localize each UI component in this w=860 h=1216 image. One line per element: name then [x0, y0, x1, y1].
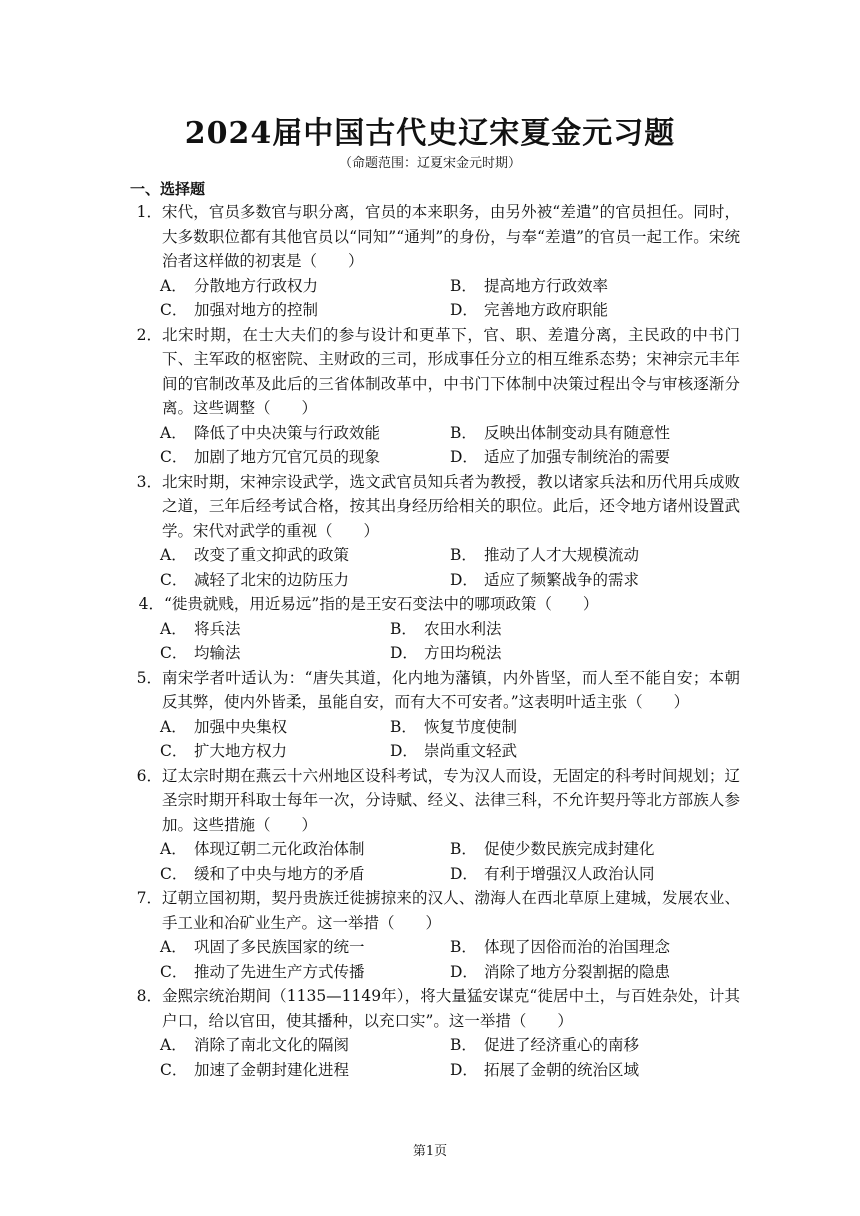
answer-option[interactable] [160, 445, 450, 470]
option-letter: C． [160, 644, 188, 662]
option-letter: A． [160, 276, 187, 295]
option-text: 完善地方政府职能 [484, 301, 609, 319]
option-letter: B． [450, 276, 477, 295]
answer-option[interactable] [450, 568, 740, 593]
option-text: 加强对地方的控制 [194, 301, 319, 319]
question-number: 7． [136, 889, 162, 907]
question-number: 1． [136, 203, 162, 221]
question-number: 6． [136, 766, 162, 785]
answer-option[interactable] [160, 568, 450, 593]
question-list [130, 200, 740, 1082]
option-letter: C． [160, 1060, 188, 1079]
answer-option[interactable] [390, 641, 620, 666]
question-stem [130, 984, 740, 1033]
answer-option[interactable] [450, 862, 740, 887]
option-letter: C． [160, 864, 188, 883]
answer-option[interactable] [450, 274, 740, 299]
page-title: 2024届中国古代史辽宋夏金元习题 [184, 116, 676, 151]
answer-option[interactable] [160, 960, 450, 985]
answer-option[interactable] [390, 739, 620, 764]
option-text: 均输法 [194, 644, 241, 662]
answer-option[interactable] [160, 274, 450, 299]
option-letter: A． [160, 1036, 187, 1054]
question-stem [130, 592, 740, 617]
answer-option[interactable] [160, 543, 450, 568]
answer-option[interactable] [450, 837, 740, 862]
option-letter: A． [160, 938, 187, 956]
option-letter: D． [390, 742, 418, 760]
option-letter: D． [450, 448, 478, 466]
option-text: 消除了地方分裂割据的隐患 [484, 962, 671, 981]
option-letter: D． [450, 962, 478, 981]
option-text: 适应了频繁战争的需求 [484, 570, 640, 589]
question-item [130, 764, 740, 887]
question-text: 宋代，官员多数官与职分离，官员的本来职务，由另外被“差遣”的官员担任。同时，大多数职位都有其他官员以“同知”“通判”的身份，与奉“差遣”的官员一起工作。宋统治者这样做的初衷是（ ） [162, 203, 740, 270]
option-row [130, 617, 740, 642]
option-text: 提高地方行政效率 [484, 276, 609, 295]
option-letter: C． [160, 742, 188, 760]
question-item [130, 592, 740, 666]
option-text: 降低了中央决策与行政效能 [194, 423, 381, 442]
option-text: 恢复节度使制 [424, 717, 518, 736]
option-text: 加强中央集权 [194, 717, 288, 736]
option-text: 方田均税法 [424, 644, 502, 662]
option-letter: A． [160, 546, 187, 564]
question-number: 4． [138, 595, 164, 613]
answer-option[interactable] [160, 739, 390, 764]
option-letter: A． [160, 619, 187, 638]
question-stem [130, 323, 740, 421]
option-text: 拓展了金朝的统治区域 [484, 1060, 640, 1079]
option-letter: B． [390, 619, 417, 638]
option-text: 反映出体制变动具有随意性 [484, 423, 671, 442]
option-letter: D． [450, 301, 478, 319]
option-text: 崇尚重文轻武 [424, 742, 518, 760]
option-row [130, 543, 740, 568]
option-row [130, 421, 740, 446]
answer-option[interactable] [390, 715, 620, 740]
option-letter: B． [450, 546, 477, 564]
answer-option[interactable] [390, 617, 620, 642]
question-item [130, 200, 740, 323]
question-text: 南宋学者叶适认为：“唐失其道，化内地为藩镇，内外皆坚，而人至不能自安；本朝反其弊，使内外皆柔，虽能自安，而有大不可安者。”这表明叶适主张（ ） [162, 668, 740, 711]
option-text: 促进了经济重心的南移 [484, 1036, 640, 1054]
option-row [130, 568, 740, 593]
answer-option[interactable] [450, 1058, 740, 1083]
page-number: 第1页 [412, 1144, 448, 1159]
option-text: 缓和了中央与地方的矛盾 [194, 864, 365, 883]
option-text: 巩固了多民族国家的统一 [194, 938, 365, 956]
option-row [130, 298, 740, 323]
option-text: 加剧了地方冗官冗员的现象 [194, 448, 381, 466]
question-stem [130, 470, 740, 544]
option-letter: C． [160, 448, 188, 466]
option-text: 改变了重文抑武的政策 [194, 546, 350, 564]
question-text: 辽太宗时期在燕云十六州地区设科考试，专为汉人而设，无固定的科考时间规划；辽圣宗时期开科取士每年一次，分诗赋、经义、法律三科，不允许契丹等北方部族人参加。这些措施（ ） [162, 766, 740, 834]
option-row [130, 445, 740, 470]
question-stem [130, 200, 740, 274]
question-item [130, 984, 740, 1082]
answer-option[interactable] [160, 862, 450, 887]
question-number: 5． [136, 668, 162, 687]
option-text: 农田水利法 [424, 619, 502, 638]
option-text: 适应了加强专制统治的需要 [484, 448, 671, 466]
option-row [130, 641, 740, 666]
option-text: 加速了金朝封建化进程 [194, 1060, 350, 1079]
option-letter: A． [160, 840, 187, 858]
option-letter: C． [160, 962, 188, 981]
section-heading: 一、选择题 [130, 180, 206, 198]
option-text: 有利于增强汉人政治认同 [484, 864, 655, 883]
option-text: 分散地方行政权力 [194, 276, 319, 295]
answer-option[interactable] [160, 837, 450, 862]
option-letter: C． [160, 301, 188, 319]
option-row [130, 1058, 740, 1083]
question-item [130, 470, 740, 593]
question-item [130, 886, 740, 984]
answer-option[interactable] [160, 1058, 450, 1083]
question-item [130, 323, 740, 470]
option-text: 体现了因俗而治的治国理念 [484, 938, 671, 956]
answer-option[interactable] [450, 960, 740, 985]
answer-option[interactable] [450, 543, 740, 568]
option-letter: B． [450, 423, 477, 442]
answer-option[interactable] [450, 935, 740, 960]
option-row [130, 862, 740, 887]
question-item [130, 666, 740, 764]
option-letter: D． [450, 864, 478, 883]
option-letter: C． [160, 570, 188, 589]
option-letter: B． [390, 717, 417, 736]
option-row [130, 960, 740, 985]
answer-option[interactable] [450, 1033, 740, 1058]
option-letter: D． [450, 1060, 478, 1079]
option-letter: D． [450, 570, 478, 589]
option-letter: A． [160, 423, 187, 442]
option-row [130, 274, 740, 299]
option-text: 促使少数民族完成封建化 [484, 840, 655, 858]
answer-option[interactable] [160, 298, 450, 323]
answer-option[interactable] [160, 617, 390, 642]
question-text: 辽朝立国初期，契丹贵族迁徙掳掠来的汉人、渤海人在西北草原上建城，发展农业、手工业和冶矿业生产。这一举措（ ） [162, 889, 740, 932]
answer-option[interactable] [160, 715, 390, 740]
option-text: 推动了人才大规模流动 [484, 546, 640, 564]
answer-option[interactable] [450, 445, 740, 470]
question-stem [130, 666, 740, 715]
page-subtitle: （命题范围：辽夏宋金元时期） [338, 156, 521, 171]
option-row [130, 1033, 740, 1058]
option-row [130, 739, 740, 764]
option-row [130, 935, 740, 960]
question-number: 8． [136, 987, 162, 1005]
option-text: 扩大地方权力 [194, 742, 288, 760]
question-stem [130, 764, 740, 838]
question-stem [130, 886, 740, 935]
question-text: 北宋时期，在士大夫们的参与设计和更革下，官、职、差遣分离，主民政的中书门下、主军政的枢密院、主财政的三司，形成事任分立的相互维系态势；宋神宗元丰年间的官制改革及此后的三省体制改革中，中书门下体制中决策过程出令与审核逐渐分离。这些调整（ ） [162, 325, 740, 417]
option-letter: B． [450, 840, 477, 858]
answer-option[interactable] [160, 1033, 450, 1058]
answer-option[interactable] [160, 641, 390, 666]
option-text: 体现辽朝二元化政治体制 [194, 840, 365, 858]
option-letter: D． [390, 644, 418, 662]
option-row [130, 837, 740, 862]
question-text: 金熙宗统治期间（1135—1149年），将大量猛安谋克“徙居中土，与百姓杂处，计其户口，给以官田，使其播种，以充口实”。这一举措（ ） [162, 987, 740, 1030]
answer-option[interactable] [450, 421, 740, 446]
option-text: 消除了南北文化的隔阂 [194, 1036, 350, 1054]
question-text: 北宋时期，宋神宗设武学，选文武官员知兵者为教授，教以诸家兵法和历代用兵成败之道，三年后经考试合格，按其出身经历给相关的职位。此后，还令地方诸州设置武学。宋代对武学的重视（ ） [162, 472, 740, 540]
option-letter: B． [450, 1036, 477, 1054]
answer-option[interactable] [160, 935, 450, 960]
option-row [130, 715, 740, 740]
option-text: 减轻了北宋的边防压力 [194, 570, 350, 589]
option-letter: B． [450, 938, 477, 956]
question-number: 3． [136, 472, 162, 491]
option-letter: A． [160, 717, 187, 736]
option-text: 将兵法 [194, 619, 241, 638]
answer-option[interactable] [160, 421, 450, 446]
question-text: “徙贵就贱，用近易远”指的是王安石变法中的哪项政策（ ） [164, 595, 599, 613]
option-text: 推动了先进生产方式传播 [194, 962, 365, 981]
question-number: 2． [136, 325, 162, 344]
answer-option[interactable] [450, 298, 740, 323]
